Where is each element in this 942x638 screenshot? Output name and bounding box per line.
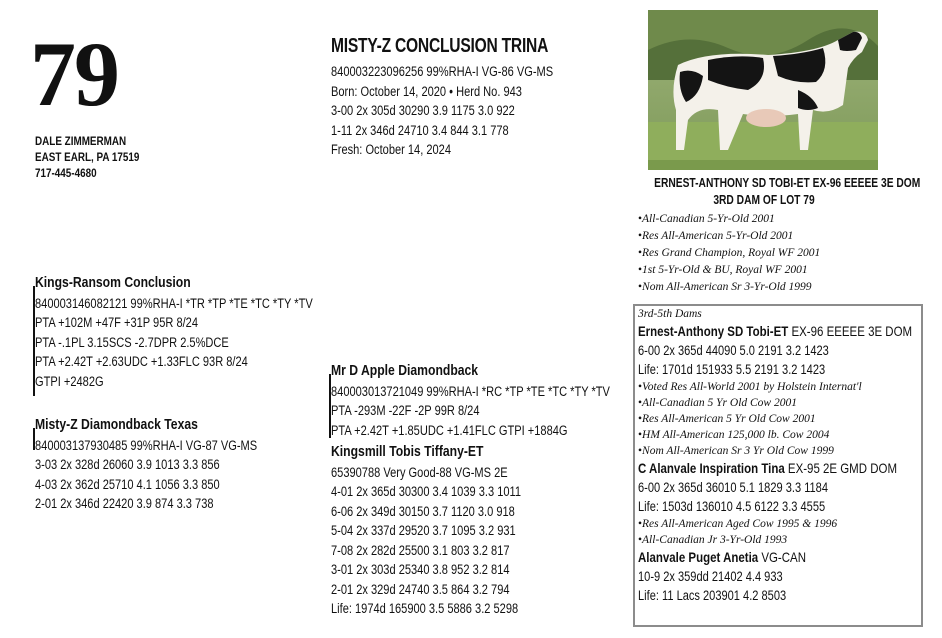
dam4-line: Life: 1503d 136010 4.5 6122 3.3 4555 xyxy=(638,499,826,514)
dam-name: Misty-Z Diamondback Texas xyxy=(35,417,198,433)
mgs-line: 840003013721049 99%RHA-I *RC *TP *TE *TC *TY *TV xyxy=(331,383,610,399)
dam5-line: 10-9 2x 359dd 21402 4.4 933 xyxy=(638,569,783,584)
dam4-honor: • Res All-American Aged Cow 1995 & 1996 xyxy=(638,516,942,532)
granddam-line: 3-01 2x 303d 25340 3.8 952 3.2 814 xyxy=(331,562,510,577)
dam-block xyxy=(35,416,306,514)
dam3-name-row xyxy=(638,322,912,341)
dam3-name: Ernest-Anthony SD Tobi-ET xyxy=(638,323,789,339)
dam3-class: EX-96 EEEEE 3E DOM xyxy=(791,323,913,339)
sire-line: PTA +2.42T +2.63UDC +1.33FLC 93R 8/24 xyxy=(35,354,248,369)
dam5-name: Alanvale Puget Anetia xyxy=(638,549,759,565)
sire-line: 840003146082121 99%RHA-I *TR *TP *TE *TC *TY *TV xyxy=(35,295,313,311)
sire-line: PTA -.1PL 3.15SCS -2.7DPR 2.5%DCE xyxy=(35,334,229,350)
honor-item: • 1st 5-Yr-Old & BU, Royal WF 2001 xyxy=(638,262,820,279)
photo-honors-list xyxy=(638,211,820,296)
sire-name: Kings-Ransom Conclusion xyxy=(35,275,191,291)
cow-born-line: Born: October 14, 2020 • Herd No. 943 xyxy=(331,83,522,99)
honor-item: • Res All-American 5-Yr-Old 2001 xyxy=(638,228,820,245)
honor-item: • All-Canadian 5-Yr-Old 2001 xyxy=(638,211,820,228)
dams-box-heading: 3rd-5th Dams xyxy=(638,308,702,320)
dam-line: 3-03 2x 328d 26060 3.9 1013 3.3 856 xyxy=(35,457,220,472)
mgs-line: PTA -293M -22F -2P 99R 8/24 xyxy=(331,403,480,418)
honor-item: • Res Grand Champion, Royal WF 2001 xyxy=(638,245,820,262)
granddam-line: Life: 1974d 165900 3.5 5886 3.2 5298 xyxy=(331,601,519,616)
dam5-name-row xyxy=(638,548,912,567)
dam-line: 2-01 2x 346d 22420 3.9 874 3.3 738 xyxy=(35,496,214,511)
dam4-honor: • All-Canadian Jr 3-Yr-Old 1993 xyxy=(638,532,942,548)
sire-line: PTA +102M +47F +31P 95R 8/24 xyxy=(35,315,198,330)
cow-name: MISTY-Z CONCLUSION TRINA xyxy=(331,35,549,57)
dam3-honor: • Nom All-American Sr 3 Yr Old Cow 1999 xyxy=(638,443,942,459)
granddam-line: 65390788 Very Good-88 VG-MS 2E xyxy=(331,464,508,480)
cow-info xyxy=(331,62,553,160)
photo-caption-line: ERNEST-ANTHONY SD TOBI-ET EX-96 EEEEE 3E DOM xyxy=(654,176,921,190)
consignor-city: EAST EARL, PA 17519 xyxy=(35,152,140,164)
dam3-honor: • HM All-American 125,000 lb. Cow 2004 xyxy=(638,427,942,443)
lot-number: 79 xyxy=(30,23,118,125)
consignor-info xyxy=(35,134,139,182)
dam-line: 840003137930485 99%RHA-I VG-87 VG-MS xyxy=(35,437,258,453)
dam3-line: 6-00 2x 365d 44090 5.0 2191 3.2 1423 xyxy=(638,343,829,358)
dam3-line: Life: 1701d 151933 5.5 2191 3.2 1423 xyxy=(638,362,826,377)
granddam-name: Kingsmill Tobis Tiffany-ET xyxy=(331,444,484,460)
consignor-name: DALE ZIMMERMAN xyxy=(35,136,127,148)
dam4-class: EX-95 2E GMD DOM xyxy=(787,460,898,476)
dam4-name: C Alanvale Inspiration Tina xyxy=(638,460,785,476)
dam3-honor: • All-Canadian 5 Yr Old Cow 2001 xyxy=(638,395,942,411)
dams-box-content xyxy=(638,306,942,605)
sire-block xyxy=(35,274,374,391)
granddam-line: 2-01 2x 329d 24740 3.5 864 3.2 794 xyxy=(331,581,510,597)
cow-id-line: 840003223096256 99%RHA-I VG-86 VG-MS xyxy=(331,64,554,79)
dam5-class: VG-CAN xyxy=(761,549,806,565)
photo-caption xyxy=(630,175,921,209)
cow-photo xyxy=(648,10,878,170)
mgs-block xyxy=(331,362,671,440)
cow-record: 3-00 2x 305d 30290 3.9 1175 3.0 922 xyxy=(331,103,515,118)
granddam-line: 6-06 2x 349d 30150 3.7 1120 3.0 918 xyxy=(331,503,515,519)
cow-record: 1-11 2x 346d 24710 3.4 844 3.1 778 xyxy=(331,122,509,138)
sire-line: GTPI +2482G xyxy=(35,373,104,389)
granddam-line: 5-04 2x 337d 29520 3.7 1095 3.2 931 xyxy=(331,523,516,538)
dam3-honor: • Voted Res All-World 2001 by Holstein Internat'l xyxy=(638,379,942,395)
dam-line: 4-03 2x 362d 25710 4.1 1056 3.3 850 xyxy=(35,476,220,492)
granddam-line: 4-01 2x 365d 30300 3.4 1039 3.3 1011 xyxy=(331,484,521,499)
dam4-line: 6-00 2x 365d 36010 5.1 1829 3.3 1184 xyxy=(638,480,828,495)
consignor-phone: 717-445-4680 xyxy=(35,168,97,180)
dam4-name-row xyxy=(638,459,912,478)
mgs-name: Mr D Apple Diamondback xyxy=(331,363,479,379)
granddam-line: 7-08 2x 282d 25500 3.1 803 3.2 817 xyxy=(331,542,510,558)
cow-fresh-line: Fresh: October 14, 2024 xyxy=(331,142,452,157)
photo-caption-line: 3RD DAM OF LOT 79 xyxy=(713,193,815,207)
granddam-block xyxy=(331,443,563,619)
dam5-line: Life: 11 Lacs 203901 4.2 8503 xyxy=(638,588,787,603)
honor-item: • Nom All-American Sr 3-Yr-Old 1999 xyxy=(638,279,820,296)
mgs-line: PTA +2.42T +1.85UDC +1.41FLC GTPI +1884G xyxy=(331,422,568,438)
dam3-honor: • Res All-American 5 Yr Old Cow 2001 xyxy=(638,411,942,427)
